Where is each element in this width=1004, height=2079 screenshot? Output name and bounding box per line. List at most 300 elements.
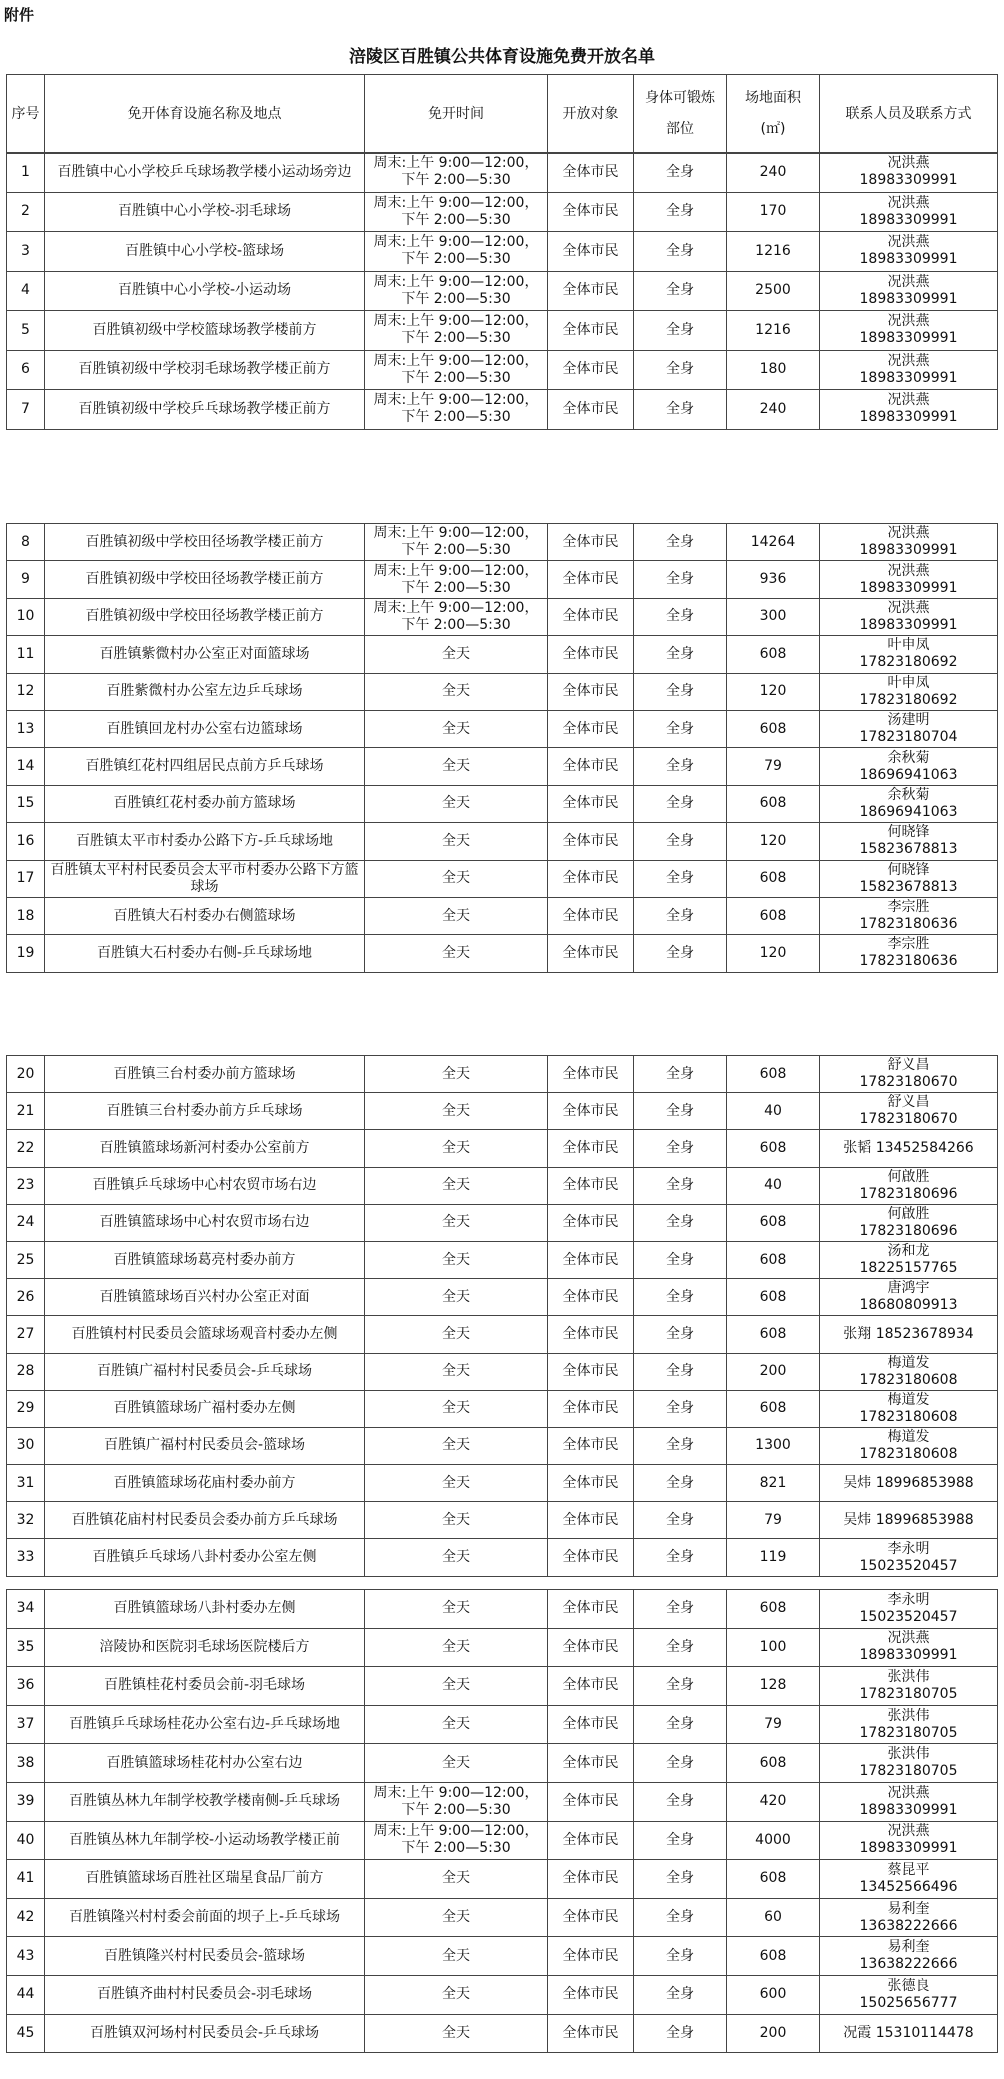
area-text: 79 bbox=[764, 1716, 782, 1733]
row-number-text: 38 bbox=[16, 1754, 35, 1771]
row-number-text: 26 bbox=[16, 1288, 35, 1305]
open-target-text: 全体市民 bbox=[562, 1793, 619, 1810]
row-number bbox=[7, 1898, 45, 1937]
contact-name: 况洪燕 bbox=[887, 525, 930, 542]
area bbox=[727, 1279, 820, 1316]
contact-name: 吴炜 18996853988 bbox=[843, 1511, 974, 1528]
contact-name: 何晓锋 bbox=[887, 824, 930, 841]
open-time bbox=[365, 1937, 548, 1976]
body-part bbox=[634, 1167, 727, 1204]
table-row bbox=[7, 1167, 998, 1204]
open-target-text: 全体市民 bbox=[562, 1549, 619, 1566]
contact-name: 余秋菊 bbox=[887, 786, 930, 803]
row-number-text: 39 bbox=[16, 1793, 35, 1810]
area bbox=[727, 390, 820, 430]
contact-name: 况洪燕 bbox=[887, 194, 930, 211]
facility-name-text: 百胜镇广福村村民委员会-乒乓球场 bbox=[96, 1363, 313, 1380]
table-row bbox=[7, 1465, 998, 1502]
table-row bbox=[7, 1975, 998, 2014]
open-target bbox=[548, 598, 634, 635]
area-text: 936 bbox=[759, 571, 787, 588]
open-time-text: 全天 bbox=[442, 1677, 470, 1694]
body-part-text: 全身 bbox=[666, 645, 694, 662]
contact-phone: 18983309991 bbox=[859, 1647, 958, 1664]
row-number bbox=[7, 561, 45, 598]
facility-name bbox=[45, 1975, 365, 2014]
facility-name bbox=[45, 192, 365, 232]
row-number bbox=[7, 935, 45, 972]
open-time bbox=[365, 1316, 548, 1353]
contact bbox=[820, 1167, 998, 1204]
area bbox=[727, 2014, 820, 2053]
open-time-text: 全天 bbox=[442, 1870, 470, 1887]
area bbox=[727, 1316, 820, 1353]
table-row bbox=[7, 390, 998, 430]
area-text: 608 bbox=[759, 1870, 787, 1887]
body-part bbox=[634, 710, 727, 747]
open-target bbox=[548, 1427, 634, 1464]
open-time bbox=[365, 1628, 548, 1667]
open-target bbox=[548, 897, 634, 934]
area-text: 608 bbox=[759, 1947, 787, 1964]
contact-name: 李宗胜 bbox=[887, 899, 930, 916]
contact bbox=[820, 153, 998, 193]
row-number bbox=[7, 350, 45, 390]
open-time bbox=[365, 1390, 548, 1427]
row-number-text: 19 bbox=[16, 944, 35, 961]
open-time-line1: 周末:上午 9:00—12:00， bbox=[373, 1823, 539, 1840]
contact-phone: 18696941063 bbox=[859, 766, 958, 783]
open-target bbox=[548, 785, 634, 822]
open-time-line1: 周末:上午 9:00—12:00， bbox=[373, 313, 539, 330]
open-time bbox=[365, 524, 548, 561]
facility-name bbox=[45, 823, 365, 860]
contact bbox=[820, 2014, 998, 2053]
body-part bbox=[634, 673, 727, 710]
col-header-contact: 联系人员及联系方式 bbox=[820, 75, 998, 154]
table-row bbox=[7, 1937, 998, 1976]
contact bbox=[820, 1782, 998, 1821]
row-number bbox=[7, 1204, 45, 1241]
table-row bbox=[7, 1705, 998, 1744]
row-number bbox=[7, 1539, 45, 1576]
facility-name bbox=[45, 1056, 365, 1093]
area bbox=[727, 1056, 820, 1093]
open-target bbox=[548, 524, 634, 561]
open-time-text: 全天 bbox=[442, 1214, 470, 1231]
open-target-text: 全体市民 bbox=[562, 870, 619, 887]
body-part-text: 全身 bbox=[666, 203, 694, 220]
area-text: 608 bbox=[759, 1600, 787, 1617]
body-part bbox=[634, 350, 727, 390]
open-time bbox=[365, 192, 548, 232]
open-time bbox=[365, 1821, 548, 1860]
row-number-text: 4 bbox=[21, 282, 30, 299]
row-number-text: 17 bbox=[16, 870, 35, 887]
row-number-text: 36 bbox=[16, 1677, 35, 1694]
body-part-text: 全身 bbox=[666, 1600, 694, 1617]
open-time-line1: 周末:上午 9:00—12:00， bbox=[373, 1784, 539, 1801]
open-target bbox=[548, 1056, 634, 1093]
open-target-text: 全体市民 bbox=[562, 1139, 619, 1156]
contact-phone: 17823180608 bbox=[859, 1445, 958, 1462]
facility-name-text: 百胜镇篮球场广福村委办左侧 bbox=[113, 1400, 296, 1417]
facility-name bbox=[45, 1427, 365, 1464]
open-time-text: 全天 bbox=[442, 1638, 470, 1655]
contact-phone: 17823180636 bbox=[859, 916, 958, 933]
contact-phone: 17823180705 bbox=[859, 1724, 958, 1741]
body-part-text: 全身 bbox=[666, 400, 694, 417]
row-number-text: 5 bbox=[21, 321, 30, 338]
open-time-text: 全天 bbox=[442, 1177, 470, 1194]
area bbox=[727, 153, 820, 193]
contact bbox=[820, 598, 998, 635]
open-time-line1: 周末:上午 9:00—12:00， bbox=[373, 525, 539, 542]
open-target bbox=[548, 1628, 634, 1667]
open-target bbox=[548, 390, 634, 430]
open-time-text: 全天 bbox=[442, 1474, 470, 1491]
col-header-target: 开放对象 bbox=[548, 75, 634, 154]
area-text: 79 bbox=[764, 1511, 782, 1528]
body-part-text: 全身 bbox=[666, 1870, 694, 1887]
facility-name bbox=[45, 1782, 365, 1821]
row-number-text: 43 bbox=[16, 1947, 35, 1964]
open-time-text: 全天 bbox=[442, 1947, 470, 1964]
open-time-line2: 下午 2:00—5:30 bbox=[401, 1840, 511, 1857]
contact bbox=[820, 192, 998, 232]
table-row bbox=[7, 232, 998, 272]
contact-name: 梅道发 bbox=[887, 1354, 930, 1371]
row-number-text: 28 bbox=[16, 1363, 35, 1380]
row-number-text: 33 bbox=[16, 1549, 35, 1566]
contact-name: 何啟胜 bbox=[887, 1205, 930, 1222]
contact-phone: 13638222666 bbox=[859, 1956, 958, 1973]
area-text: 608 bbox=[759, 1214, 787, 1231]
facility-table-segment bbox=[6, 523, 998, 973]
facility-table-segment bbox=[6, 1055, 998, 1577]
open-time bbox=[365, 935, 548, 972]
facility-name-text: 百胜镇篮球场八卦村委办左侧 bbox=[113, 1600, 296, 1617]
open-target-text: 全体市民 bbox=[562, 1474, 619, 1491]
open-target-text: 全体市民 bbox=[562, 1677, 619, 1694]
open-target-text: 全体市民 bbox=[562, 1065, 619, 1082]
open-target bbox=[548, 1279, 634, 1316]
facility-name-text: 百胜镇中心小学校-羽毛球场 bbox=[117, 203, 292, 220]
body-part bbox=[634, 1860, 727, 1899]
body-part-text: 全身 bbox=[666, 163, 694, 180]
open-target bbox=[548, 271, 634, 311]
facility-name bbox=[45, 1353, 365, 1390]
row-number bbox=[7, 1390, 45, 1427]
area-text: 608 bbox=[759, 907, 787, 924]
contact-name: 舒义昌 bbox=[887, 1094, 930, 1111]
contact-name: 梅道发 bbox=[887, 1391, 930, 1408]
col-header-area-l2: (㎡) bbox=[760, 121, 786, 137]
contact bbox=[820, 636, 998, 673]
table-row bbox=[7, 1056, 998, 1093]
contact-name: 梅道发 bbox=[887, 1428, 930, 1445]
body-part bbox=[634, 524, 727, 561]
body-part bbox=[634, 860, 727, 897]
body-part bbox=[634, 311, 727, 351]
body-part bbox=[634, 1241, 727, 1278]
table-row bbox=[7, 153, 998, 193]
area-text: 120 bbox=[759, 683, 787, 700]
facility-name-text: 百胜镇红花村委办前方篮球场 bbox=[113, 795, 296, 812]
open-time-text: 全天 bbox=[442, 907, 470, 924]
open-time bbox=[365, 598, 548, 635]
contact-phone: 18983309991 bbox=[859, 1840, 958, 1857]
contact-phone: 15023520457 bbox=[859, 1608, 958, 1625]
facility-name bbox=[45, 897, 365, 934]
table-row bbox=[7, 860, 998, 897]
open-time-line1: 周末:上午 9:00—12:00， bbox=[373, 234, 539, 251]
open-time bbox=[365, 1539, 548, 1576]
body-part-text: 全身 bbox=[666, 795, 694, 812]
area-text: 2500 bbox=[755, 282, 791, 299]
contact bbox=[820, 1744, 998, 1783]
contact-phone: 18983309991 bbox=[859, 251, 958, 268]
open-target bbox=[548, 673, 634, 710]
row-number-text: 8 bbox=[21, 533, 30, 550]
contact-phone: 18983309991 bbox=[859, 211, 958, 228]
area-text: 180 bbox=[759, 361, 787, 378]
open-time bbox=[365, 1502, 548, 1539]
facility-name bbox=[45, 1667, 365, 1706]
open-time bbox=[365, 390, 548, 430]
row-number-text: 35 bbox=[16, 1638, 35, 1655]
open-target bbox=[548, 1705, 634, 1744]
open-target-text: 全体市民 bbox=[562, 1437, 619, 1454]
area-text: 420 bbox=[759, 1793, 787, 1810]
table-row bbox=[7, 2014, 998, 2053]
body-part bbox=[634, 897, 727, 934]
open-time-line2: 下午 2:00—5:30 bbox=[401, 290, 511, 307]
row-number bbox=[7, 192, 45, 232]
area bbox=[727, 1241, 820, 1278]
facility-name-text: 百胜镇篮球场桂花村办公室右边 bbox=[106, 1754, 303, 1771]
facility-name-text: 百胜镇太平市村委办公路下方-乒乓球场地 bbox=[75, 832, 334, 849]
contact-phone: 17823180705 bbox=[859, 1685, 958, 1702]
facility-name-text: 百胜镇回龙村办公室右边篮球场 bbox=[106, 720, 303, 737]
row-number bbox=[7, 1744, 45, 1783]
area bbox=[727, 1705, 820, 1744]
contact-name: 李永明 bbox=[887, 1591, 930, 1608]
body-part bbox=[634, 1539, 727, 1576]
facility-name-text: 百胜镇大石村委办右侧篮球场 bbox=[113, 907, 296, 924]
row-number bbox=[7, 897, 45, 934]
open-target bbox=[548, 2014, 634, 2053]
body-part bbox=[634, 153, 727, 193]
facility-name bbox=[45, 350, 365, 390]
facility-name bbox=[45, 1316, 365, 1353]
open-time bbox=[365, 673, 548, 710]
open-time bbox=[365, 350, 548, 390]
facility-name-text: 百胜镇桂花村委员会前-羽毛球场 bbox=[103, 1677, 306, 1694]
contact-name: 况洪燕 bbox=[887, 155, 930, 172]
contact-name: 况洪燕 bbox=[887, 1630, 930, 1647]
row-number-text: 32 bbox=[16, 1511, 35, 1528]
open-target-text: 全体市民 bbox=[562, 533, 619, 550]
table-row bbox=[7, 1390, 998, 1427]
facility-name bbox=[45, 1241, 365, 1278]
body-part-text: 全身 bbox=[666, 282, 694, 299]
row-number-text: 21 bbox=[16, 1102, 35, 1119]
body-part bbox=[634, 1353, 727, 1390]
open-time-text: 全天 bbox=[442, 944, 470, 961]
facility-name-text: 百胜镇初级中学校田径场教学楼正前方 bbox=[85, 533, 324, 550]
facility-name-text: 百胜镇中心小学校-小运动场 bbox=[117, 282, 292, 299]
table-row bbox=[7, 1502, 998, 1539]
row-number bbox=[7, 1465, 45, 1502]
table-row bbox=[7, 748, 998, 785]
open-target bbox=[548, 636, 634, 673]
table-row bbox=[7, 311, 998, 351]
row-number-text: 44 bbox=[16, 1986, 35, 2003]
open-target-text: 全体市民 bbox=[562, 1400, 619, 1417]
facility-name bbox=[45, 1390, 365, 1427]
contact-phone: 17823180704 bbox=[859, 729, 958, 746]
row-number bbox=[7, 1130, 45, 1167]
row-number bbox=[7, 1279, 45, 1316]
col-header-no: 序号 bbox=[7, 75, 45, 154]
row-number bbox=[7, 1056, 45, 1093]
body-part bbox=[634, 1975, 727, 2014]
area bbox=[727, 1898, 820, 1937]
row-number-text: 2 bbox=[21, 203, 30, 220]
body-part-text: 全身 bbox=[666, 2024, 694, 2041]
area-text: 120 bbox=[759, 832, 787, 849]
table-row bbox=[7, 350, 998, 390]
row-number-text: 24 bbox=[16, 1214, 35, 1231]
area bbox=[727, 192, 820, 232]
contact bbox=[820, 748, 998, 785]
table-row bbox=[7, 935, 998, 972]
col-header-body-l1: 身体可锻炼 bbox=[645, 90, 715, 106]
row-number bbox=[7, 1427, 45, 1464]
area-text: 40 bbox=[764, 1177, 782, 1194]
body-part-text: 全身 bbox=[666, 944, 694, 961]
contact-name: 张洪伟 bbox=[887, 1707, 930, 1724]
contact-name: 况洪燕 bbox=[887, 392, 930, 409]
body-part bbox=[634, 1821, 727, 1860]
row-number-text: 12 bbox=[16, 683, 35, 700]
body-part-text: 全身 bbox=[666, 907, 694, 924]
open-time-text: 全天 bbox=[442, 1437, 470, 1454]
open-target-text: 全体市民 bbox=[562, 1909, 619, 1926]
contact-phone: 13638222666 bbox=[859, 1917, 958, 1934]
facility-table-segment bbox=[6, 152, 998, 430]
contact-phone: 18983309991 bbox=[859, 616, 958, 633]
area-text: 821 bbox=[759, 1474, 787, 1491]
body-part-text: 全身 bbox=[666, 1754, 694, 1771]
facility-name-text: 百胜镇丛林九年制学校-小运动场教学楼正前 bbox=[68, 1831, 341, 1848]
contact bbox=[820, 1353, 998, 1390]
open-time-text: 全天 bbox=[442, 683, 470, 700]
open-time-line2: 下午 2:00—5:30 bbox=[401, 330, 511, 347]
area-text: 119 bbox=[759, 1549, 787, 1566]
open-target-text: 全体市民 bbox=[562, 758, 619, 775]
facility-name bbox=[45, 1744, 365, 1783]
table-row bbox=[7, 1316, 998, 1353]
contact-phone: 15823678813 bbox=[859, 878, 958, 895]
facility-name-text: 百胜镇乒乓球场桂花办公室右边-乒乓球场地 bbox=[68, 1716, 341, 1733]
contact-name: 张洪伟 bbox=[887, 1746, 930, 1763]
facility-name-text: 百胜镇广福村村民委员会-篮球场 bbox=[103, 1437, 306, 1454]
area-text: 1216 bbox=[755, 242, 791, 259]
row-number-text: 16 bbox=[16, 832, 35, 849]
row-number-text: 6 bbox=[21, 361, 30, 378]
open-time-line1: 周末:上午 9:00—12:00， bbox=[373, 599, 539, 616]
area bbox=[727, 1860, 820, 1899]
open-time bbox=[365, 232, 548, 272]
open-target-text: 全体市民 bbox=[562, 720, 619, 737]
contact bbox=[820, 1860, 998, 1899]
col-header-name: 免开体育设施名称及地点 bbox=[45, 75, 365, 154]
area bbox=[727, 1167, 820, 1204]
contact-phone: 18983309991 bbox=[859, 369, 958, 386]
open-time bbox=[365, 561, 548, 598]
body-part-text: 全身 bbox=[666, 1400, 694, 1417]
open-time bbox=[365, 897, 548, 934]
row-number bbox=[7, 785, 45, 822]
body-part-text: 全身 bbox=[666, 758, 694, 775]
area-text: 128 bbox=[759, 1677, 787, 1694]
body-part bbox=[634, 390, 727, 430]
row-number-text: 27 bbox=[16, 1325, 35, 1342]
open-target bbox=[548, 710, 634, 747]
area bbox=[727, 1782, 820, 1821]
area bbox=[727, 1130, 820, 1167]
contact bbox=[820, 1241, 998, 1278]
table-row bbox=[7, 271, 998, 311]
contact-phone: 18680809913 bbox=[859, 1297, 958, 1314]
open-time bbox=[365, 636, 548, 673]
open-time bbox=[365, 860, 548, 897]
open-target-text: 全体市民 bbox=[562, 1251, 619, 1268]
open-time-text: 全天 bbox=[442, 645, 470, 662]
body-part-text: 全身 bbox=[666, 1549, 694, 1566]
facility-name bbox=[45, 1465, 365, 1502]
facility-name-text: 百胜镇中心小学校乒乓球场教学楼小运动场旁边 bbox=[57, 163, 352, 180]
contact-phone: 15823678813 bbox=[859, 841, 958, 858]
facility-name bbox=[45, 1821, 365, 1860]
contact bbox=[820, 673, 998, 710]
contact-phone: 18983309991 bbox=[859, 330, 958, 347]
contact bbox=[820, 1667, 998, 1706]
contact-name: 舒义昌 bbox=[887, 1057, 930, 1074]
open-time-text: 全天 bbox=[442, 1251, 470, 1268]
body-part-text: 全身 bbox=[666, 1511, 694, 1528]
attachment-label: 附件 bbox=[4, 6, 35, 24]
open-time-line1: 周末:上午 9:00—12:00， bbox=[373, 562, 539, 579]
open-target-text: 全体市民 bbox=[562, 683, 619, 700]
facility-name-text: 百胜镇篮球场花庙村委办前方 bbox=[113, 1474, 296, 1491]
area bbox=[727, 748, 820, 785]
row-number-text: 37 bbox=[16, 1716, 35, 1733]
area-text: 608 bbox=[759, 1325, 787, 1342]
open-time-text: 全天 bbox=[442, 1549, 470, 1566]
area-text: 608 bbox=[759, 1288, 787, 1305]
body-part bbox=[634, 1316, 727, 1353]
area-text: 1216 bbox=[755, 321, 791, 338]
facility-name-text: 百胜镇初级中学校羽毛球场教学楼正前方 bbox=[78, 361, 331, 378]
table-row bbox=[7, 636, 998, 673]
open-time-line2: 下午 2:00—5:30 bbox=[401, 251, 511, 268]
table-row bbox=[7, 561, 998, 598]
table-row bbox=[7, 1898, 998, 1937]
body-part bbox=[634, 748, 727, 785]
